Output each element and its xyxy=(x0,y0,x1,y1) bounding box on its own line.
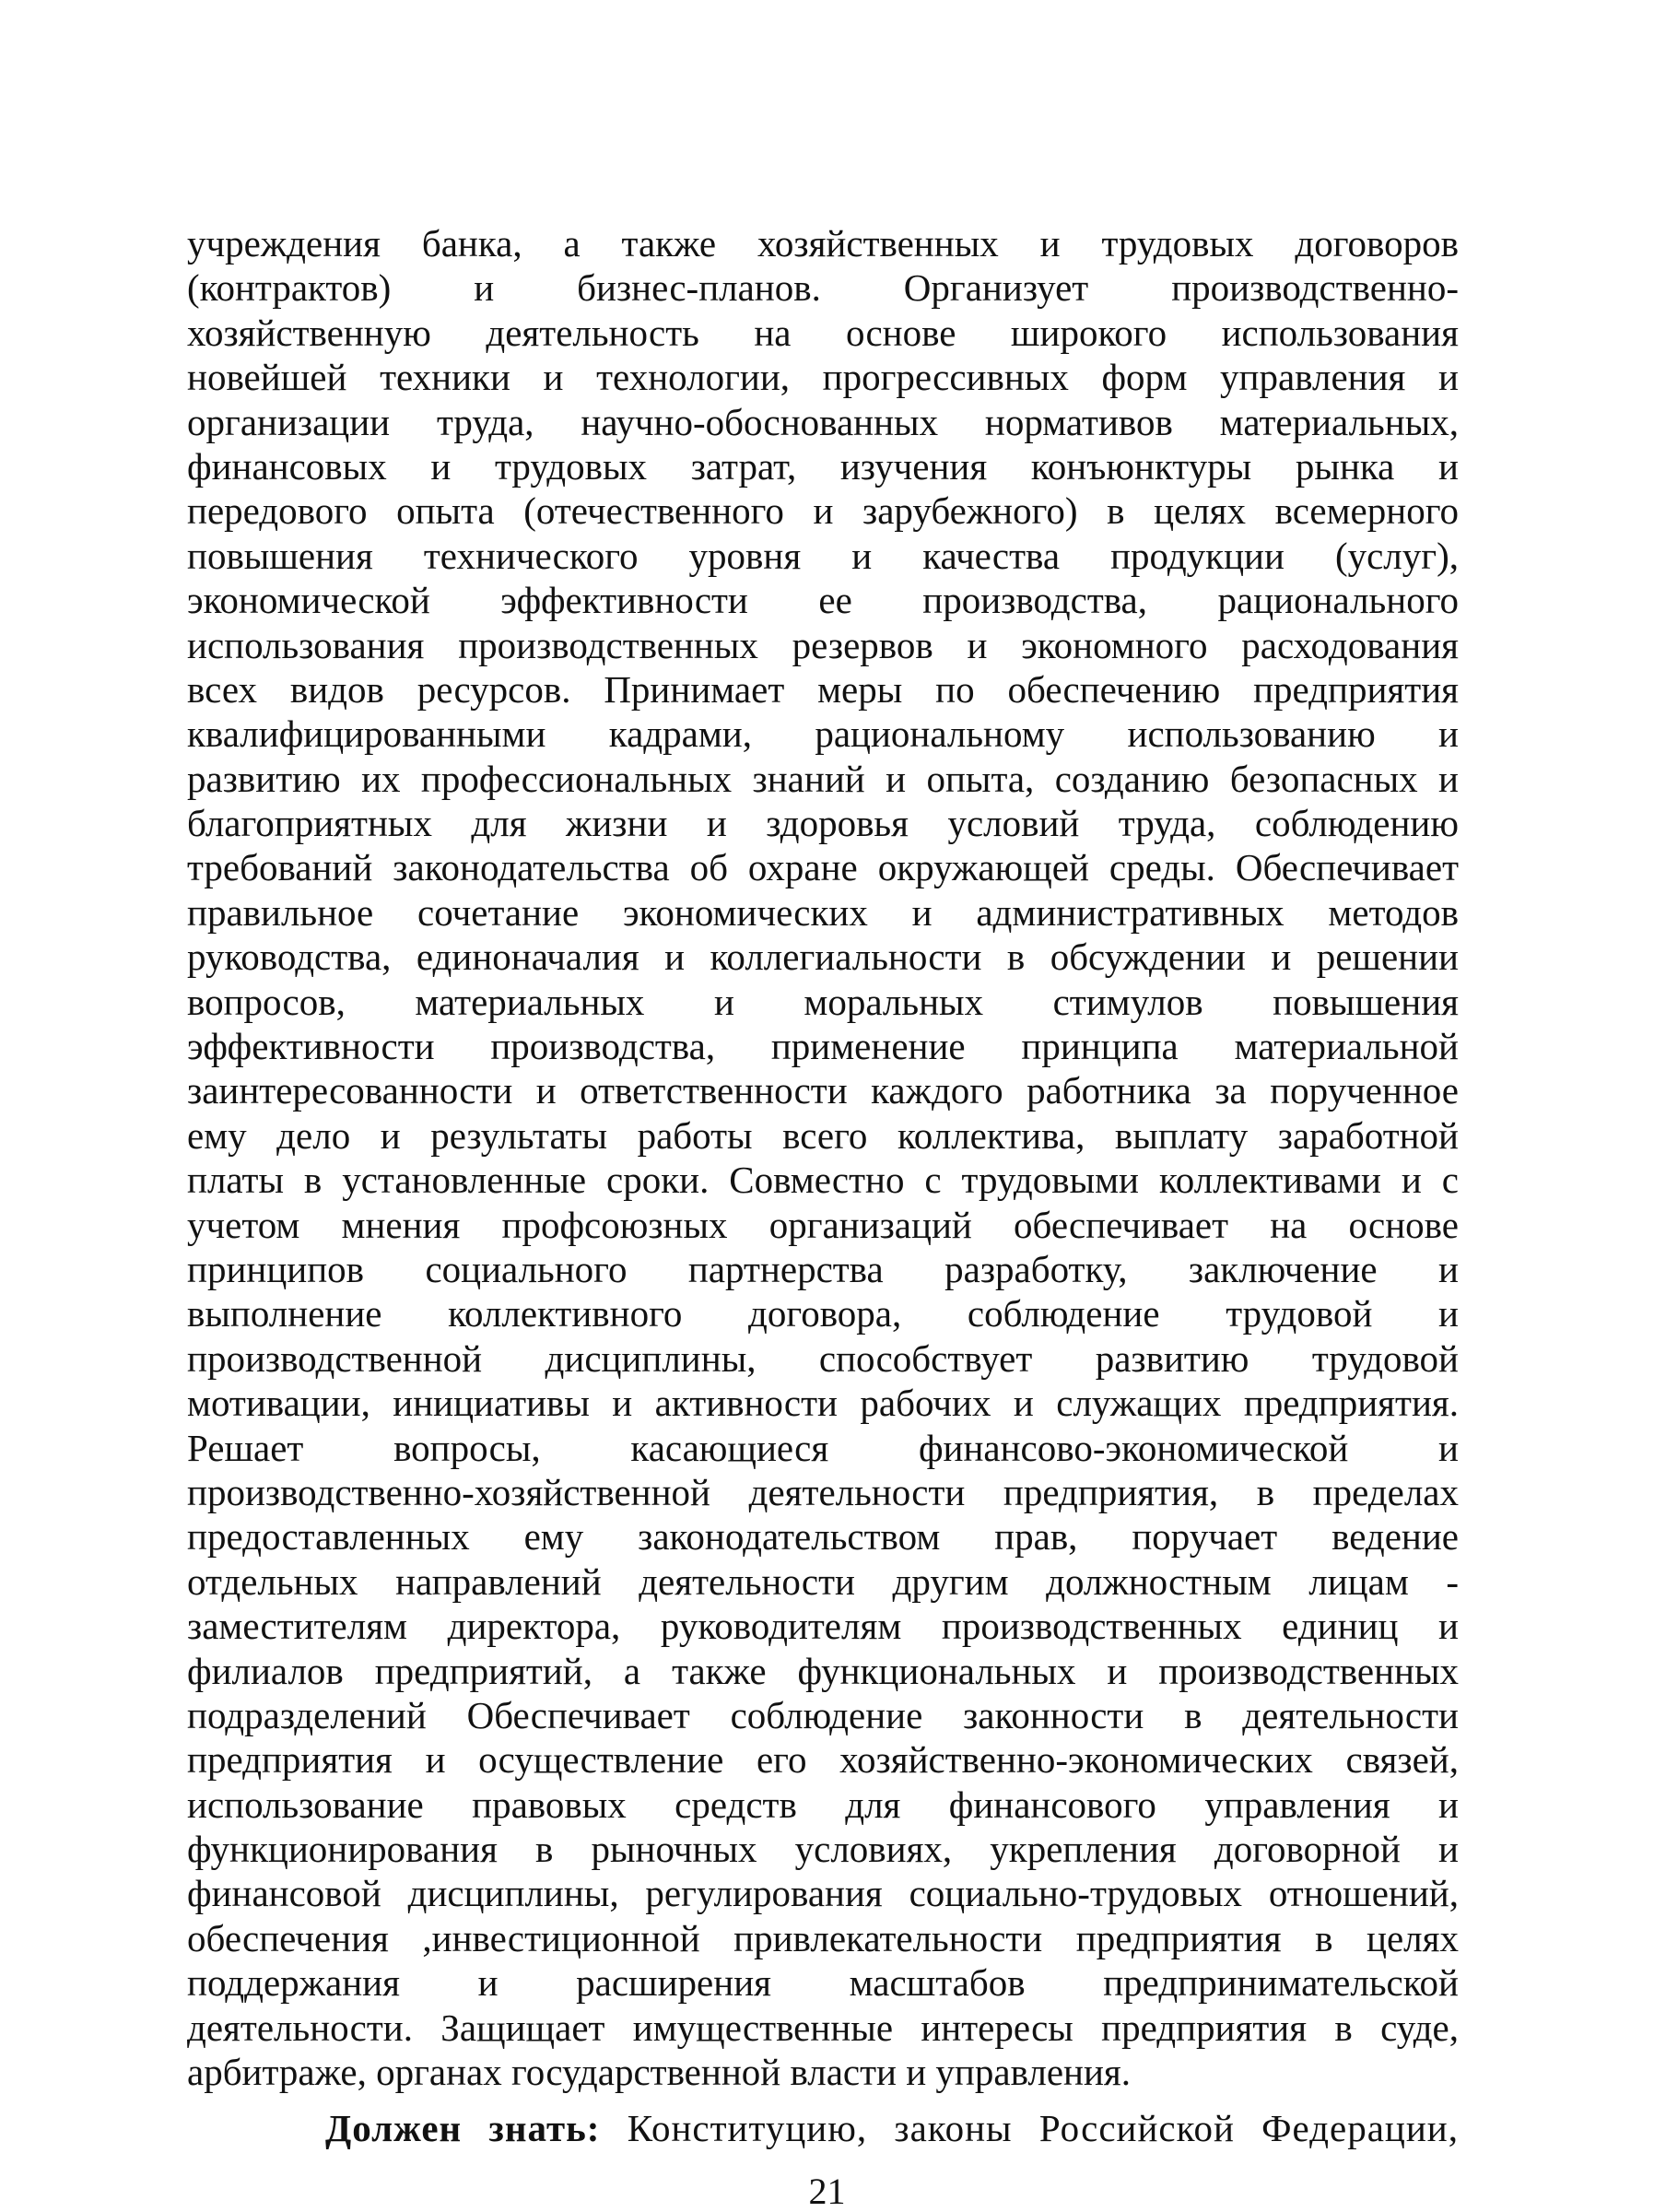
text-line: подразделений Обеспечивает соблюдение законности в деятельности xyxy=(187,1693,1459,1736)
text-line: новейшей техники и технологии, прогрессивных форм управления и xyxy=(187,356,1459,399)
page-number: 21 xyxy=(808,2171,846,2212)
text-line: заместителям директора, руководителям производственных единиц и xyxy=(187,1605,1459,1648)
text-line: передового опыта (отечественного и зарубежного) в целях всемерного xyxy=(187,489,1459,533)
text-line: выполнение коллективного договора, соблюдение трудовой и xyxy=(187,1292,1459,1335)
text-line: повышения технического уровня и качества продукции (услуг), xyxy=(187,534,1459,577)
text-line: учетом мнения профсоюзных организаций обеспечивает на основе xyxy=(187,1203,1459,1246)
text-line: отдельных направлений деятельности другим должностным лицам - xyxy=(187,1559,1459,1603)
text-line: предоставленных ему законодательством прав, поручает ведение xyxy=(187,1515,1459,1559)
text-line: Решает вопросы, касающиеся финансово-экономической и xyxy=(187,1426,1459,1469)
text-line: принципов социального партнерства разработку, заключение и xyxy=(187,1247,1459,1290)
text-line: производственной дисциплины, способствует развитию трудовой xyxy=(187,1336,1459,1380)
text-line: всех видов ресурсов. Принимает меры по обеспечению предприятия xyxy=(187,667,1459,711)
text-line: предприятия и осуществление его хозяйственно-экономических связей, xyxy=(187,1738,1459,1782)
text-line: (контрактов) и бизнес-планов. Организует производственно- xyxy=(187,266,1459,310)
paragraph-text: Конституцию, законы Российской Федерации, xyxy=(627,2107,1459,2149)
requirements-paragraph xyxy=(187,2104,1459,2152)
text-line: экономической эффективности ее производства, рационального xyxy=(187,579,1459,622)
text-line: учреждения банка, а также хозяйственных и трудовых договоров xyxy=(187,222,1459,265)
text-line: платы в установленные сроки. Совместно с трудовыми коллективами и с xyxy=(187,1159,1459,1202)
text-line: поддержания и расширения масштабов предпринимательской xyxy=(187,1961,1459,2005)
text-line: требований законодательства об охране окружающей среды. Обеспечивает xyxy=(187,846,1459,889)
text-line: финансовой дисциплины, регулирования социально-трудовых отношений, xyxy=(187,1872,1459,1915)
text-line: функционирования в рыночных условиях, укрепления договорной и xyxy=(187,1828,1459,1871)
text-line: мотивации, инициативы и активности рабочих и служащих предприятия. xyxy=(187,1382,1459,1425)
text-line: организации труда, научно-обоснованных нормативов материальных, xyxy=(187,400,1459,443)
text-line: арбитраже, органах государственной власти и управления. xyxy=(187,2051,1132,2094)
text-line: финансовых и трудовых затрат, изучения конъюнктуры рынка и xyxy=(187,444,1459,488)
text-line: филиалов предприятий, а также функциональных и производственных xyxy=(187,1649,1459,1692)
text-line: руководства, единоначалия и коллегиальности в обсуждении и решении xyxy=(187,935,1459,979)
text-line: развитию их профессиональных знаний и опыта, созданию безопасных и xyxy=(187,757,1459,800)
text-line: деятельности. Защищает имущественные интересы предприятия в суде, xyxy=(187,2006,1459,2049)
text-line: благоприятных для жизни и здоровья условий труда, соблюдению xyxy=(187,802,1459,845)
body-text xyxy=(187,221,1459,2094)
text-line: обеспечения ,инвестиционной привлекательности предприятия в целях xyxy=(187,1916,1459,1959)
text-line: квалифицированными кадрами, рациональному использованию и xyxy=(187,712,1459,756)
paragraph-lead-heading: Должен знать: xyxy=(325,2107,601,2149)
text-line: вопросов, материальных и моральных стимулов повышения xyxy=(187,980,1459,1023)
text-line: производственно-хозяйственной деятельности предприятия, в пределах xyxy=(187,1470,1459,1513)
text-line: хозяйственную деятельность на основе широкого использования xyxy=(187,311,1459,354)
text-line: использования производственных резервов и экономного расходования xyxy=(187,623,1459,666)
text-line: использование правовых средств для финансового управления и xyxy=(187,1783,1459,1826)
text-line: правильное сочетание экономических и административных методов xyxy=(187,890,1459,934)
text-line: ему дело и результаты работы всего коллектива, выплату заработной xyxy=(187,1113,1459,1157)
text-line: эффективности производства, применение принципа материальной xyxy=(187,1025,1459,1068)
text-line: заинтересованности и ответственности каждого работника за порученное xyxy=(187,1069,1459,1112)
